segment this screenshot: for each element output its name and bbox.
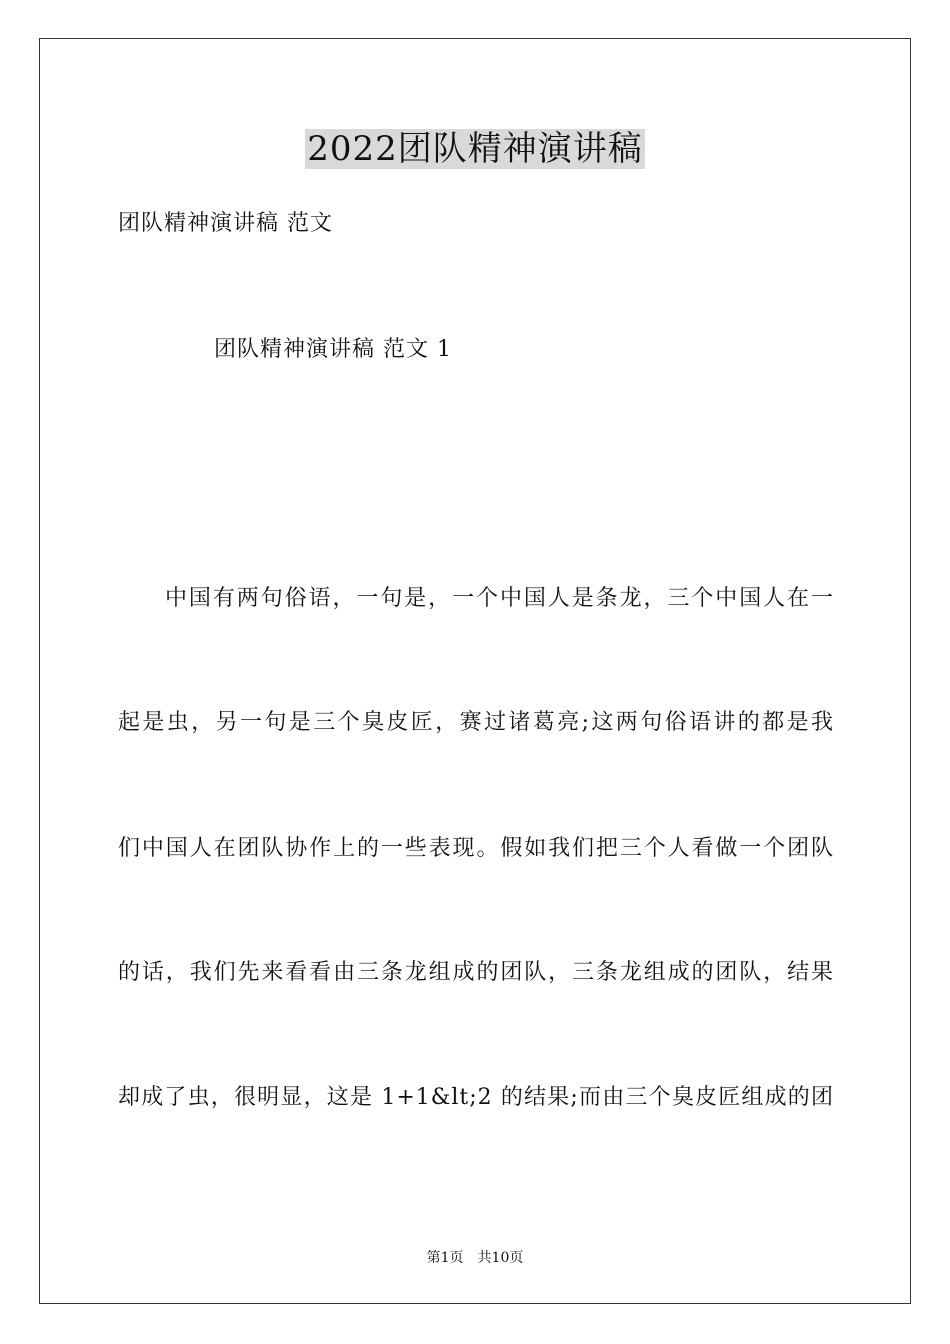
document-subtitle: 团队精神演讲稿 范文 [118, 211, 333, 236]
document-title [0, 126, 950, 172]
body-paragraph-line: 起是虫，另一句是三个臭皮匠，赛过诸葛亮;这两句俗语讲的都是我 [118, 710, 834, 735]
section-heading: 团队精神演讲稿 范文 1 [214, 337, 452, 362]
body-paragraph-line: 们中国人在团队协作上的一些表现。假如我们把三个人看做一个团队 [118, 836, 834, 861]
body-paragraph-line: 的话，我们先来看看由三条龙组成的团队，三条龙组成的团队，结果 [118, 960, 834, 985]
document-title-text: 2022团队精神演讲稿 [307, 129, 643, 169]
body-paragraph-line: 中国有两句俗语，一句是，一个中国人是条龙，三个中国人在一 [165, 586, 834, 611]
page-number-footer: 第1页 共10页 [426, 1250, 524, 1266]
body-paragraph-line: 却成了虫，很明显，这是 1+1&lt;2 的结果;而由三个臭皮匠组成的团 [118, 1085, 834, 1110]
